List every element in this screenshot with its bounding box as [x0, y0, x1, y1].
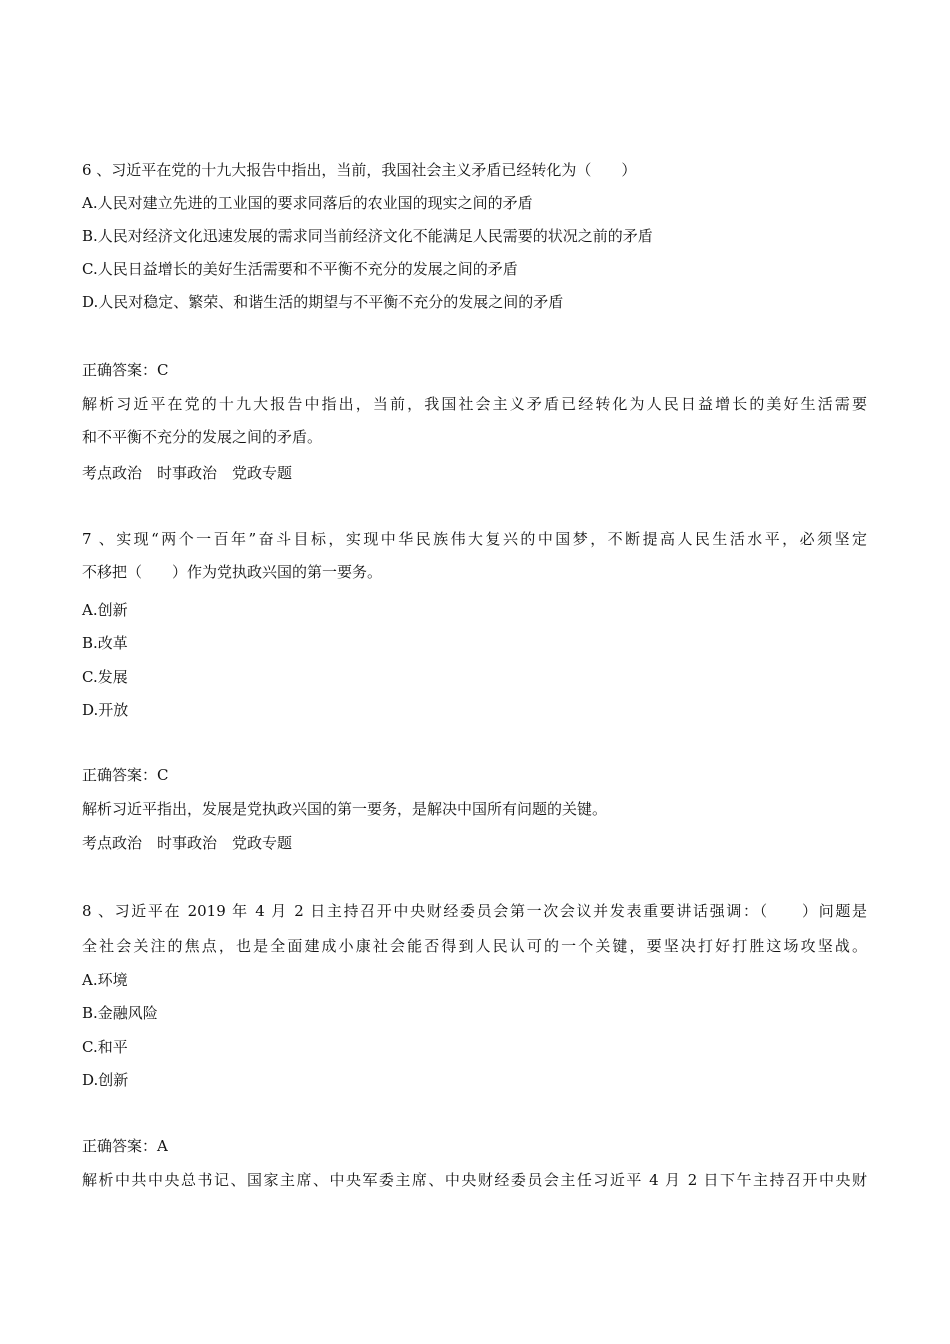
option-b: B.人民对经济文化迅速发展的需求同当前经济文化不能满足人民需要的状况之前的矛盾	[82, 227, 653, 245]
option-c: C.人民日益增长的美好生活需要和不平衡不充分的发展之间的矛盾	[82, 260, 518, 278]
question-stem: 6 、习近平在党的十九大报告中指出，当前，我国社会主义矛盾已经转化为（ ）	[82, 161, 637, 179]
question-stem: 7 、实现“两个一百年”奋斗目标，实现中华民族伟大复兴的中国梦，不断提高人民生活水平，必须坚定	[82, 530, 867, 548]
option-b: B.改革	[82, 634, 128, 652]
question-stem: 不移把（ ）作为党执政兴国的第一要务。	[82, 563, 383, 581]
option-a: A.创新	[82, 601, 128, 619]
correct-answer: 正确答案：A	[82, 1137, 168, 1155]
option-a: A.环境	[82, 971, 128, 989]
explanation-line: 和不平衡不充分的发展之间的矛盾。	[82, 428, 323, 446]
option-d: D.创新	[82, 1071, 129, 1089]
explanation-line: 解析习近平指出，发展是党执政兴国的第一要务，是解决中国所有问题的关键。	[82, 800, 608, 818]
question-stem: 8 、习近平在 2019 年 4 月 2 日主持召开中央财经委员会第一次会议并发表重要讲话强调：（ ）问题是	[82, 902, 867, 920]
option-b: B.金融风险	[82, 1004, 158, 1022]
explanation-line: 解析中共中央总书记、国家主席、中央军委主席、中央财经委员会主任习近平 4 月 2 日下午主持召开中央财	[82, 1171, 867, 1189]
correct-answer: 正确答案：C	[82, 361, 169, 379]
correct-answer: 正确答案：C	[82, 766, 169, 784]
question-stem: 全社会关注的焦点，也是全面建成小康社会能否得到人民认可的一个关键，要坚决打好打胜这场攻坚战。	[82, 937, 867, 955]
option-d: D.人民对稳定、繁荣、和谐生活的期望与不平衡不充分的发展之间的矛盾	[82, 293, 564, 311]
explanation-line: 解析习近平在党的十九大报告中指出，当前，我国社会主义矛盾已经转化为人民日益增长的美好生活需要	[82, 395, 867, 413]
option-d: D.开放	[82, 701, 129, 719]
topic-tags: 考点政治 时事政治 党政专题	[82, 464, 293, 482]
option-c: C.发展	[82, 668, 128, 686]
option-c: C.和平	[82, 1038, 128, 1056]
topic-tags: 考点政治 时事政治 党政专题	[82, 834, 293, 852]
option-a: A.人民对建立先进的工业国的要求同落后的农业国的现实之间的矛盾	[82, 194, 533, 212]
